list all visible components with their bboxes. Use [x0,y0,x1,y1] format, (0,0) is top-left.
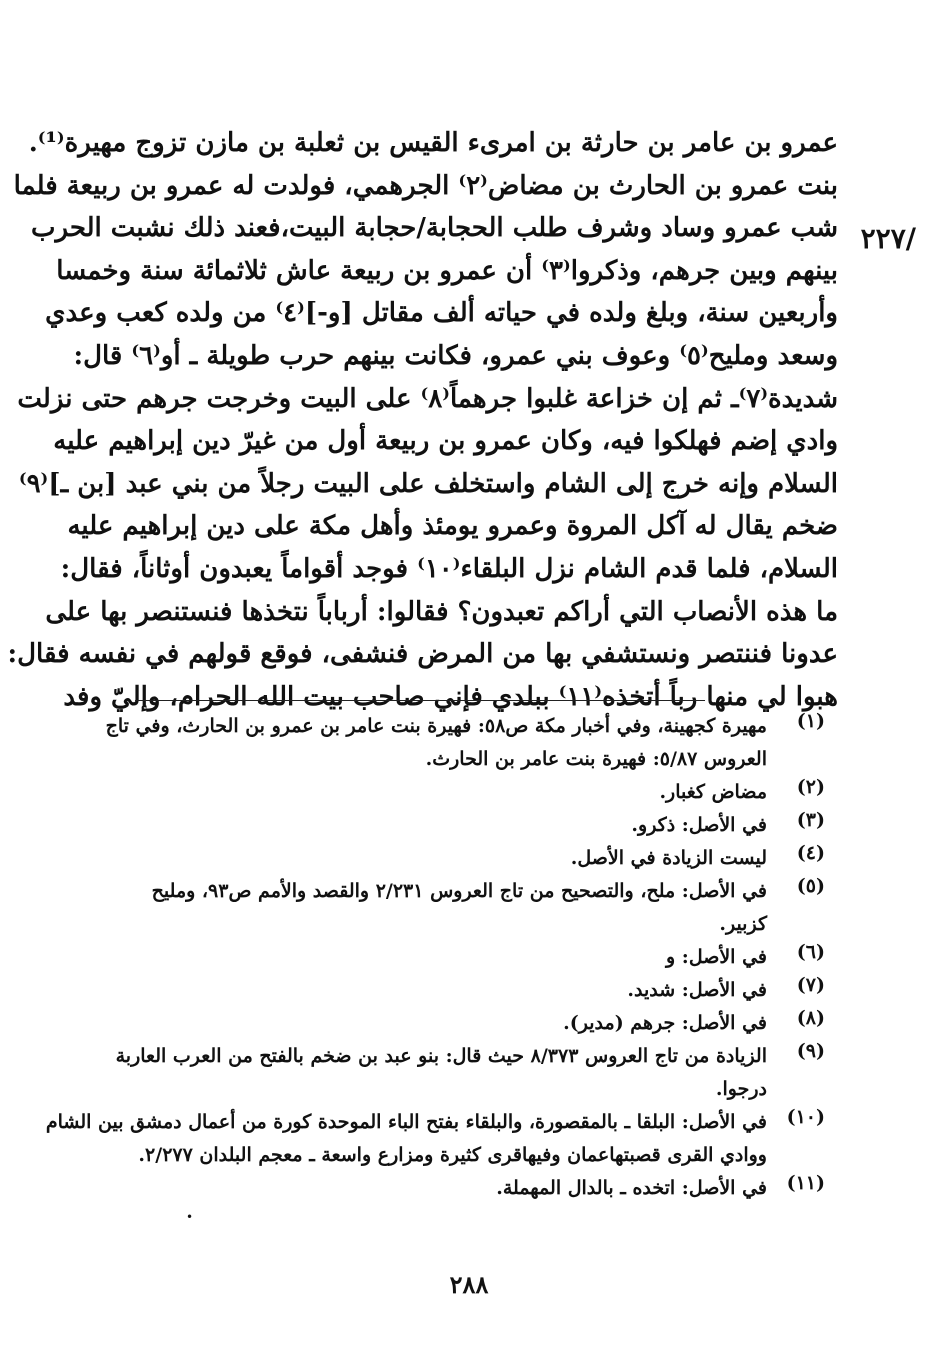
footnote-number: (٨) [796,1007,825,1029]
footnote [115,1007,825,1040]
text-line: وسعد ومليح⁽٥⁾ وعوف بني عمرو، فكانت بينهم حرب طويلة ـ أو⁽٦⁾ قال: [73,340,838,371]
footnote-line: في الأصل: البلقا ـ بالمقصورة، والبلقاء بفتح الباء الموحدة كورة من أعمال دمشق بين الشام [45,1111,767,1133]
footnote-line: مضاض كغبار. [659,781,767,803]
footnote [115,1040,825,1106]
footnote [115,941,825,974]
ink-speck: • [186,1210,194,1224]
footnote-line: في الأصل: شديد. [627,979,767,1001]
footnote-number: (٤) [796,842,825,864]
footnote-text [115,842,767,875]
footnote-text [105,710,767,776]
footnote-text [115,974,767,1007]
text-line: شديدة⁽٧⁾ـ ثم إن خزاعة غلبوا جرهماً⁽٨⁾ على البيت وخرجت جرهم حتى نزلت [17,383,838,414]
text-line: ضخم يقال له آكل المروة وعمرو يومئذ وأهل مكة على دين إبراهيم عليه [67,511,838,542]
text-line: ما هذه الأنصاب التي أراكم تعبدون؟ فقالوا: أرباباً نتخذها فنستنصر بها على [45,596,838,627]
text-line: وادي إضم فهلكوا فيه، وكان عمرو بن ربيعة أول من غيرّ دين إبراهيم عليه [53,426,838,457]
footnote-number: (١) [796,710,825,732]
footnote-number: (٧) [796,974,825,996]
footnote-text [115,875,767,941]
footnote-number: (٩) [796,1040,825,1062]
text-line: شب عمرو وساد وشرف طلب الحجابة/حجابة البيت،فعند ذلك نشبت الحرب [31,213,838,244]
text-line: السلام، فلما قدم الشام نزل البلقاء⁽١٠⁾ فوجد أقواماً يعبدون أوثاناً، فقال: [60,553,838,584]
text-line: عدونا فننتصر ونستشفي بها من المرض فنشفى، فوقع قولهم في نفسه فقال: [7,639,838,670]
margin-page-reference: /٢٢٧ [860,222,916,255]
footnote-number: (٣) [796,809,825,831]
text-line: وأربعين سنة، وبلغ ولده في حياته ألف مقاتل [و-]⁽٤⁾ من ولده كعب وعدي [45,298,838,329]
footnote-number: (٦) [796,941,825,963]
footnote-separator [135,700,705,701]
footnote-number: (٢) [796,776,825,798]
footnote-line: في الأصل: و [666,946,767,968]
text-line: بنت عمرو بن الحارث بن مضاض⁽٢⁾ الجرهمي، فولدت له عمرو بن ربيعة فلما [13,170,838,201]
footnote [115,842,825,875]
footnote-number: (٥) [796,875,825,897]
footnote-line: ليست الزيادة في الأصل. [570,847,767,869]
footnote [115,776,825,809]
footnote-text [115,1172,767,1205]
page-number: ٢٨٨ [449,1270,489,1299]
footnote-text [115,1007,767,1040]
footnote-line: العروس ٥/٨٧: فهيرة بنت عامر بن الحارث. [425,748,767,770]
footnotes [45,710,825,1205]
footnote-line: كزبير. [719,913,767,935]
footnote-line: في الأصل: اتخده ـ بالدال المهملة. [496,1177,767,1199]
text-line: السلام وإنه خرج إلى الشام واستخلف على البيت رجلاً من بني عبد [بن ـ]⁽٩⁾ [18,468,838,499]
footnote [115,809,825,842]
text-line: بينهم وبين جرهم، وذكروا⁽٣⁾ أن عمرو بن ربيعة عاش ثلاثمائة سنة وخمسا [56,255,838,286]
footnote [105,710,825,776]
text-line: عمرو بن عامر بن حارثة بن امرىء القيس بن ثعلبة بن مازن تزوج مهيرة⁽¹⁾. [28,128,838,158]
main-text [7,122,838,718]
footnote-line: في الأصل: ملح، والتصحيح من تاج العروس ٢/٢٣١ والقصد والأمم ص٩٣، ومليح [151,880,767,902]
footnote-number: (١١) [786,1172,825,1194]
footnote-text [115,776,767,809]
footnote-line: الزيادة من تاج العروس ٨/٣٧٣ حيث قال: بنو عبد بن ضخم بالفتح من العرب العاربة [115,1045,767,1067]
footnote [115,974,825,1007]
footnote [115,1172,825,1205]
footnote [45,1106,825,1172]
footnote-text [115,941,767,974]
footnote-text [115,809,767,842]
footnote-line: ووادي القرى قصبتهاعمان وفيهاقرى كثيرة ومزارع واسعة ـ معجم البلدان ٢/٢٧٧. [138,1144,767,1166]
footnote-number: (١٠) [786,1106,825,1128]
footnote-line: مهيرة كجهينة، وفي أخبار مكة ص٥٨: فهيرة بنت عامر بن عمرو بن الحارث، وفي تاج [105,715,767,737]
footnote-line: في الأصل: ذكرو. [631,814,767,836]
footnote-line: في الأصل: جرهم (مدير). [563,1012,767,1034]
footnote [115,875,825,941]
footnote-text [115,1040,767,1106]
footnote-text [45,1106,767,1172]
text-line: هبوا لي منها رباً أتخذه⁽١١⁾ ببلدي فإني صاحب بيت الله الحرام، وإليّ وفد [63,681,838,712]
footnote-line: درجوا. [715,1078,767,1100]
